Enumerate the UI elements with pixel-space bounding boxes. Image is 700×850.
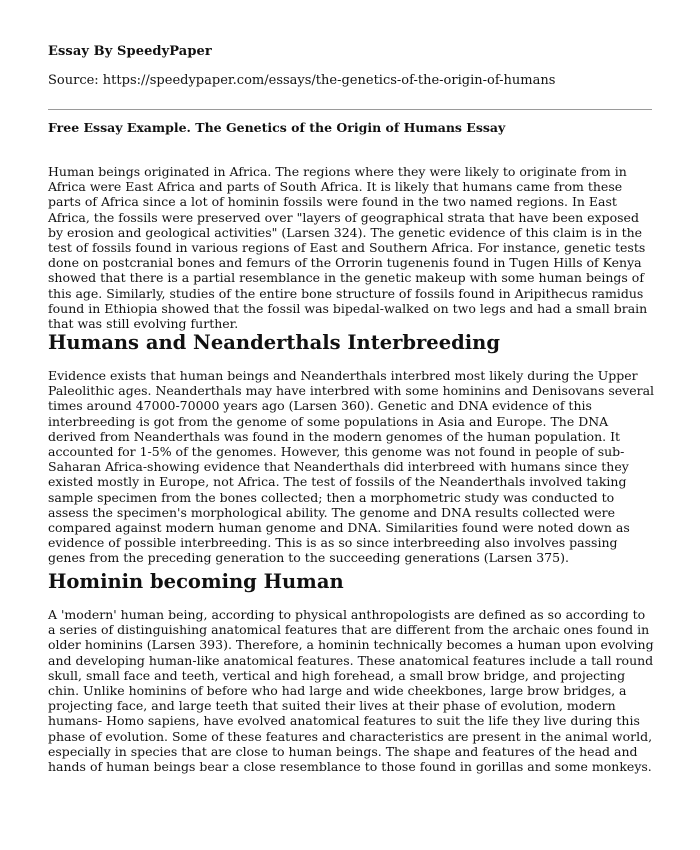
source-line: Source: https://speedypaper.com/essays/the-genetics-of-the-origin-of-humans <box>48 73 556 88</box>
section-body-hominin: A 'modern' human being, according to physical anthropologists are defined as so according to a series of distinguishing anatomical features that are different from the archaic ones found in older hominins (Larsen 393). Therefore, a hominin technically becomes a human upon evolving and developing human-like anatomical features. These anatomical features include a tall round skull, small face and teeth, vertical and high forehead, a small brow bridge, and projecting chin. Unlike hominins of before who had large and wide cheekbones, large brow bridges, a projecting face, and large teeth that suited their lives at their phase of evolution, modern humans- Homo sapiens, have evolved anatomical features to suit the life they live during this phase of evolution. Some of these features and characteristics are present in the animal world, especially in species that are close to human beings. The shape and features of the head and hands of human beings bear a close resemblance to those found in gorillas and some monkeys. <box>48 607 654 775</box>
essay-title: Free Essay Example. The Genetics of the Origin of Humans Essay <box>48 120 506 135</box>
section-body-interbreeding: Evidence exists that human beings and Neanderthals interbred most likely during the Upper Paleolithic ages. Neanderthals may have interbred with some hominins and Denisovans several times around 47000-70000 years ago (Larsen 360). Genetic and DNA evidence of this interbreeding is got from the genome of some populations in Asia and Europe. The DNA derived from Neanderthals was found in the modern genomes of the human population. It accounted for 1-5% of the genomes. However, this genome was not found in people of sub-Saharan Africa-showing evidence that Neanderthals did interbreed with humans since they existed mostly in Europe, not Africa. The test of fossils of the Neanderthals involved taking sample specimen from the bones collected; then a morphometric study was conducted to assess the specimen's morphological ability. The genome and DNA results collected were compared against modern human genome and DNA. Similarities found were noted down as evidence of possible interbreeding. This is as so since interbreeding also involves passing genes from the preceding generation to the succeeding generations (Larsen 375). <box>48 368 655 566</box>
brand-title: Essay By SpeedyPaper <box>48 44 212 59</box>
section-heading-interbreeding: Humans and Neanderthals Interbreeding <box>48 331 500 354</box>
section-heading-hominin: Hominin becoming Human <box>48 570 344 593</box>
intro-paragraph: Human beings originated in Africa. The regions where they were likely to originate from in Africa were East Africa and parts of South Africa. It is likely that humans came from these parts of Africa since a lot of hominin fossils were found in the two named regions. In East Africa, the fossils were preserved over "layers of geographical strata that have been exposed by erosion and geological activities" (Larsen 324). The genetic evidence of this claim is in the test of fossils found in various regions of East and Southern Africa. For instance, genetic tests done on postcranial bones and femurs of the Orrorin tugenenis found in Tugen Hills of Kenya showed that there is a partial resemblance in the genetic makeup with some human beings of this age. Similarly, studies of the entire bone structure of fossils found in Aripithecus ramidus found in Ethiopia showed that the fossil was bipedal-walked on two legs and had a small brain that was still evolving further. <box>48 164 648 332</box>
header-divider <box>48 109 652 110</box>
